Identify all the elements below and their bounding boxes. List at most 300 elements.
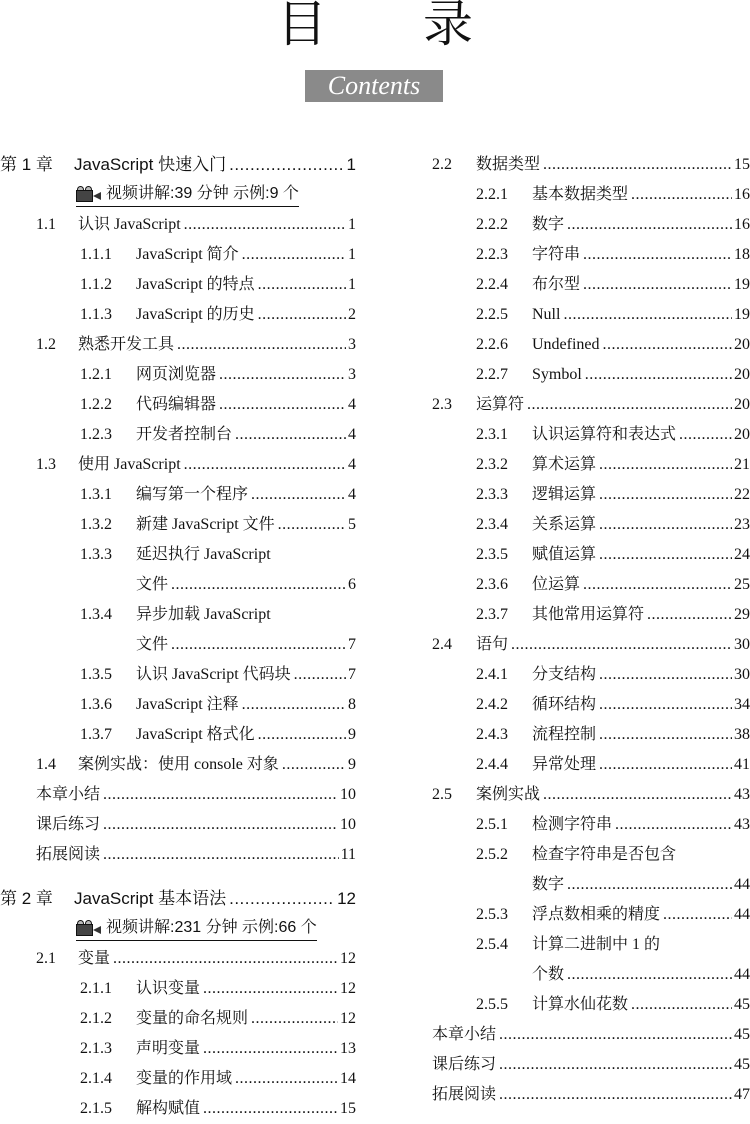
toc-entry-sub[interactable] — [432, 510, 750, 540]
toc-entry-title: 文件 — [136, 570, 169, 600]
toc-entry-sec[interactable] — [432, 630, 750, 660]
toc-entry-title: 计算二进制中 1 的 — [532, 930, 661, 960]
toc-entry-number: 第 2 章 — [0, 889, 53, 908]
toc-leader-dots — [567, 960, 732, 990]
toc-entry-sub[interactable] — [432, 990, 750, 1020]
toc-entry-leader — [532, 210, 750, 240]
toc-page-number: 23 — [734, 516, 750, 533]
toc-entry-sub[interactable] — [0, 974, 356, 1004]
toc-entry-leader — [136, 974, 356, 1004]
toc-leader-dots — [631, 990, 732, 1020]
toc-entry-number: 1.1 — [36, 216, 56, 233]
toc-entry-sub[interactable] — [432, 210, 750, 240]
toc-entry-sec[interactable] — [432, 150, 750, 180]
toc-entry-title: 异步加载 JavaScript — [136, 600, 272, 630]
toc-entry-title: JavaScript 格式化 — [136, 720, 256, 750]
video-camera-icon — [76, 186, 102, 203]
toc-entry-leader — [476, 780, 750, 810]
toc-entry-title: 代码编辑器 — [136, 390, 217, 420]
toc-leader-dots — [599, 510, 732, 540]
toc-entry-sub[interactable] — [432, 570, 750, 600]
toc-entry-number: 第 1 章 — [0, 155, 53, 174]
toc-page-number: 7 — [348, 636, 356, 653]
toc-entry-leader — [532, 420, 750, 450]
toc-entry-sub[interactable] — [432, 360, 750, 390]
toc-entry-misc[interactable] — [0, 840, 356, 870]
toc-leader-dots — [235, 1064, 338, 1094]
toc-entry-leader — [136, 300, 356, 330]
toc-entry-title: 变量 — [78, 944, 111, 974]
toc-entry-title: 认识 JavaScript — [78, 210, 182, 240]
toc-entry-subhead[interactable] — [0, 540, 356, 570]
toc-entry-title: 延迟执行 JavaScript — [136, 540, 272, 570]
toc-leader-dots — [679, 420, 732, 450]
toc-entry-leader — [136, 570, 356, 600]
toc-entry-title: 分支结构 — [532, 660, 597, 690]
toc-page-number: 45 — [734, 996, 750, 1013]
toc-entry-number: 2.2.1 — [476, 186, 508, 203]
toc-page-number: 21 — [734, 456, 750, 473]
toc-page-number: 20 — [734, 396, 750, 413]
toc-page-number: 44 — [734, 906, 750, 923]
toc-page-number: 44 — [734, 966, 750, 983]
toc-entry-number: 2.2.5 — [476, 306, 508, 323]
video-info-row — [0, 914, 356, 944]
toc-leader-dots — [599, 720, 732, 750]
toc-leader-dots — [103, 840, 339, 870]
toc-entry-sub[interactable] — [0, 510, 356, 540]
toc-entry-number: 2.4.1 — [476, 666, 508, 683]
toc-gap — [0, 870, 356, 884]
toc-page-number: 11 — [340, 846, 356, 863]
toc-entry-number: 2.5.4 — [476, 936, 508, 953]
toc-entry-title: 布尔型 — [532, 270, 581, 300]
toc-leader-dots — [278, 510, 346, 540]
toc-page-number: 4 — [348, 426, 356, 443]
toc-entry-sub[interactable] — [432, 270, 750, 300]
toc-page-number: 34 — [734, 696, 750, 713]
toc-entry-sub[interactable] — [432, 750, 750, 780]
toc-leader-dots — [585, 360, 732, 390]
toc-entry-title: 位运算 — [532, 570, 581, 600]
toc-left-column — [0, 150, 356, 1124]
toc-leader-dots — [615, 810, 732, 840]
toc-entry-chapter[interactable] — [0, 884, 356, 914]
toc-leader-dots — [229, 150, 344, 180]
toc-leader-dots — [647, 600, 732, 630]
toc-entry-number: 2.2.2 — [476, 216, 508, 233]
toc-leader-dots — [203, 1094, 338, 1124]
toc-entry-sub[interactable] — [0, 660, 356, 690]
toc-entry-leader — [532, 450, 750, 480]
toc-entry-leader — [532, 930, 750, 960]
toc-entry-title: 基本数据类型 — [532, 180, 629, 210]
toc-page-number: 15 — [340, 1100, 356, 1117]
toc-entry-title: 课后练习 — [36, 810, 101, 840]
toc-entry-title: Undefined — [532, 330, 601, 360]
toc-entry-sub[interactable] — [0, 690, 356, 720]
toc-leader-dots — [499, 1020, 732, 1050]
toc-entry-number: 1.3.1 — [80, 486, 112, 503]
video-info-text: 视频讲解:39 分钟 示例:9 个 — [106, 185, 299, 202]
toc-entry-leader — [532, 330, 750, 360]
toc-entry-title: 课后练习 — [432, 1050, 497, 1080]
toc-entry-sub[interactable] — [0, 720, 356, 750]
toc-entry-number: 2.1.5 — [80, 1100, 112, 1117]
toc-entry-leader — [78, 330, 356, 360]
toc-entry-number: 2.4 — [432, 636, 452, 653]
toc-page-number: 44 — [734, 876, 750, 893]
toc-entry-sub[interactable] — [432, 240, 750, 270]
toc-entry-number: 2.4.4 — [476, 756, 508, 773]
toc-entry-number: 2.4.2 — [476, 696, 508, 713]
toc-leader-dots — [242, 690, 346, 720]
toc-entry-title: JavaScript 简介 — [136, 240, 240, 270]
toc-entry-title: JavaScript 的特点 — [136, 270, 256, 300]
toc-leader-dots — [294, 660, 346, 690]
toc-page-number: 45 — [734, 1056, 750, 1073]
toc-entry-leader — [136, 480, 356, 510]
toc-page-number: 1 — [348, 216, 356, 233]
toc-entry-number: 1.1.1 — [80, 246, 112, 263]
video-camera-icon — [76, 920, 102, 937]
toc-leader-dots — [599, 660, 732, 690]
toc-page-number: 14 — [340, 1070, 356, 1087]
toc-page-number: 19 — [734, 306, 750, 323]
toc-leader-dots — [235, 420, 346, 450]
toc-entry-number: 2.1.3 — [80, 1040, 112, 1057]
toc-entry-number: 2.3.5 — [476, 546, 508, 563]
toc-entry-subhead[interactable] — [0, 600, 356, 630]
toc-entry-sub[interactable] — [0, 480, 356, 510]
toc-entry-leader — [532, 870, 750, 900]
toc-entry-title: 计算水仙花数 — [532, 990, 629, 1020]
toc-leader-dots — [177, 330, 346, 360]
toc-entry-sub[interactable] — [0, 270, 356, 300]
toc-entry-sub[interactable] — [0, 240, 356, 270]
toc-page-number: 3 — [348, 366, 356, 383]
toc-entry-number: 1.3.2 — [80, 516, 112, 533]
toc-entry-leader — [532, 540, 750, 570]
toc-entry-number: 2.2.3 — [476, 246, 508, 263]
toc-entry-sub[interactable] — [0, 1034, 356, 1064]
toc-entry-sec[interactable] — [0, 750, 356, 780]
toc-entry-leader — [78, 750, 356, 780]
page-title: 目 录 — [277, 0, 513, 53]
toc-page-number: 4 — [348, 486, 356, 503]
toc-entry-sub[interactable] — [432, 600, 750, 630]
toc-entry-title: 本章小结 — [432, 1020, 497, 1050]
toc-entry-leader — [74, 150, 356, 180]
toc-entry-title: 循环结构 — [532, 690, 597, 720]
toc-entry-misc[interactable] — [0, 780, 356, 810]
toc-page-number: 19 — [734, 276, 750, 293]
toc-entry-leader — [136, 1064, 356, 1094]
toc-entry-number: 2.5 — [432, 786, 452, 803]
toc-entry-sub[interactable] — [432, 330, 750, 360]
toc-entry-sub[interactable] — [0, 1094, 356, 1124]
toc-entry-sec[interactable] — [432, 780, 750, 810]
toc-entry-leader — [532, 990, 750, 1020]
toc-page-number: 6 — [348, 576, 356, 593]
toc-entry-sub[interactable] — [432, 540, 750, 570]
toc-page-number: 29 — [734, 606, 750, 623]
toc-leader-dots — [251, 1004, 338, 1034]
toc-page-number: 1 — [348, 246, 356, 263]
toc-entry-leader — [36, 810, 356, 840]
toc-entry-leader — [136, 720, 356, 750]
toc-entry-title: JavaScript 快速入门 — [74, 150, 227, 180]
toc-entry-leader — [136, 690, 356, 720]
toc-entry-sub[interactable] — [0, 1064, 356, 1094]
toc-entry-title: 变量的作用域 — [136, 1064, 233, 1094]
toc-entry-leader — [136, 420, 356, 450]
toc-entry-number: 1.1.2 — [80, 276, 112, 293]
toc-entry-title: 声明变量 — [136, 1034, 201, 1064]
toc-leader-dots — [229, 884, 335, 914]
toc-entry-leader — [136, 360, 356, 390]
toc-entry-sub[interactable] — [432, 900, 750, 930]
toc-entry-leader — [78, 210, 356, 240]
toc-leader-dots — [599, 480, 732, 510]
toc-entry-title: 认识运算符和表达式 — [532, 420, 677, 450]
toc-entry-title: 新建 JavaScript 文件 — [136, 510, 276, 540]
toc-entry-number: 2.3.2 — [476, 456, 508, 473]
toc-leader-dots — [258, 270, 346, 300]
toc-entry-sub[interactable] — [432, 480, 750, 510]
toc-entry-title: 本章小结 — [36, 780, 101, 810]
toc-entry-title: 算术运算 — [532, 450, 597, 480]
toc-entry-sub[interactable] — [432, 180, 750, 210]
toc-entry-leader — [136, 630, 356, 660]
toc-leader-dots — [184, 450, 346, 480]
toc-entry-number: 2.1.4 — [80, 1070, 112, 1087]
toc-entry-number: 2.5.3 — [476, 906, 508, 923]
toc-page-number: 16 — [734, 216, 750, 233]
toc-entry-cont[interactable] — [0, 630, 356, 660]
toc-page-number: 9 — [348, 756, 356, 773]
toc-entry-title: 网页浏览器 — [136, 360, 217, 390]
toc-entry-sub[interactable] — [432, 690, 750, 720]
toc-leader-dots — [219, 390, 346, 420]
toc-page-number: 25 — [734, 576, 750, 593]
toc-leader-dots — [599, 540, 732, 570]
toc-leader-dots — [499, 1080, 732, 1110]
toc-entry-number: 1.3.3 — [80, 546, 112, 563]
toc-entry-leader — [476, 150, 750, 180]
toc-entry-sec[interactable] — [0, 210, 356, 240]
toc-entry-leader — [432, 1050, 750, 1080]
toc-entry-sub[interactable] — [432, 300, 750, 330]
toc-entry-title: 其他常用运算符 — [532, 600, 645, 630]
toc-entry-number: 2.1.1 — [80, 980, 112, 997]
toc-entry-number: 2.1 — [36, 950, 56, 967]
toc-entry-number: 1.3.6 — [80, 696, 112, 713]
toc-leader-dots — [258, 300, 346, 330]
toc-entry-sub[interactable] — [0, 420, 356, 450]
toc-entry-number: 1.3.4 — [80, 606, 112, 623]
toc-entry-sec[interactable] — [0, 944, 356, 974]
toc-entry-number: 1.2.1 — [80, 366, 112, 383]
toc-entry-cont[interactable] — [0, 570, 356, 600]
toc-entry-title: 逻辑运算 — [532, 480, 597, 510]
toc-leader-dots — [631, 180, 732, 210]
toc-entry-title: 熟悉开发工具 — [78, 330, 175, 360]
toc-entry-number: 2.2.7 — [476, 366, 508, 383]
toc-page-number: 30 — [734, 636, 750, 653]
toc-leader-dots — [599, 690, 732, 720]
toc-entry-leader — [432, 1020, 750, 1050]
toc-leader-dots — [603, 330, 732, 360]
toc-entry-sub[interactable] — [432, 420, 750, 450]
toc-entry-sub[interactable] — [432, 810, 750, 840]
toc-entry-cont[interactable] — [432, 960, 750, 990]
toc-entry-sub[interactable] — [432, 450, 750, 480]
toc-entry-sec[interactable] — [0, 450, 356, 480]
toc-entry-leader — [532, 660, 750, 690]
toc-entry-title: JavaScript 注释 — [136, 690, 240, 720]
toc-entry-leader — [136, 510, 356, 540]
toc-entry-title: 认识变量 — [136, 974, 201, 1004]
video-info-text: 视频讲解:231 分钟 示例:66 个 — [106, 919, 317, 936]
toc-entry-leader — [532, 960, 750, 990]
toc-entry-chapter[interactable] — [0, 150, 356, 180]
toc-leader-dots — [583, 570, 732, 600]
toc-entry-number: 2.3.1 — [476, 426, 508, 443]
toc-entry-misc[interactable] — [432, 1080, 750, 1110]
toc-entry-title: 关系运算 — [532, 510, 597, 540]
toc-entry-title: 浮点数相乘的精度 — [532, 900, 661, 930]
toc-entry-misc[interactable] — [432, 1050, 750, 1080]
toc-entry-leader — [532, 750, 750, 780]
toc-entry-number: 2.3.3 — [476, 486, 508, 503]
toc-entry-title: 运算符 — [476, 390, 525, 420]
toc-leader-dots — [282, 750, 346, 780]
toc-entry-leader — [532, 570, 750, 600]
toc-entry-title: 认识 JavaScript 代码块 — [136, 660, 292, 690]
toc-entry-sec[interactable] — [432, 390, 750, 420]
toc-entry-title: Null — [532, 300, 561, 330]
toc-entry-title: 异常处理 — [532, 750, 597, 780]
toc-entry-sub[interactable] — [0, 390, 356, 420]
toc-entry-title: JavaScript 的历史 — [136, 300, 256, 330]
toc-leader-dots — [543, 780, 732, 810]
toc-entry-title: 变量的命名规则 — [136, 1004, 249, 1034]
toc-leader-dots — [171, 630, 346, 660]
toc-page-number: 16 — [734, 186, 750, 203]
toc-entry-leader — [476, 630, 750, 660]
toc-entry-title: 案例实战：使用 console 对象 — [78, 750, 280, 780]
toc-entry-subhead[interactable] — [432, 930, 750, 960]
toc-leader-dots — [499, 1050, 732, 1080]
toc-page-number: 1 — [346, 155, 356, 174]
toc-entry-leader — [532, 270, 750, 300]
toc-page-number: 4 — [348, 396, 356, 413]
toc-entry-sub[interactable] — [432, 660, 750, 690]
toc-entry-leader — [532, 810, 750, 840]
toc-entry-sub[interactable] — [0, 300, 356, 330]
toc-entry-title: 编写第一个程序 — [136, 480, 249, 510]
toc-page-number: 24 — [734, 546, 750, 563]
toc-entry-subhead[interactable] — [432, 840, 750, 870]
toc-entry-number: 2.5.2 — [476, 846, 508, 863]
toc-leader-dots — [599, 750, 732, 780]
toc-entry-title: JavaScript 基本语法 — [74, 884, 227, 914]
toc-page-number: 9 — [348, 726, 356, 743]
toc-entry-cont[interactable] — [432, 870, 750, 900]
toc-leader-dots — [203, 974, 338, 1004]
toc-leader-dots — [511, 630, 732, 660]
toc-entry-number: 2.2.4 — [476, 276, 508, 293]
toc-entry-title: 字符串 — [532, 240, 581, 270]
toc-entry-leader — [532, 600, 750, 630]
toc-leader-dots — [543, 150, 732, 180]
toc-entry-leader — [432, 1080, 750, 1110]
toc-entry-number: 1.3.5 — [80, 666, 112, 683]
contents-banner: Contents — [305, 70, 443, 102]
toc-entry-misc[interactable] — [432, 1020, 750, 1050]
toc-entry-number: 2.2 — [432, 156, 452, 173]
toc-leader-dots — [258, 720, 346, 750]
toc-entry-title: 数字 — [532, 870, 565, 900]
toc-entry-number: 2.3 — [432, 396, 452, 413]
toc-entry-sub[interactable] — [0, 1004, 356, 1034]
toc-page-number: 20 — [734, 366, 750, 383]
toc-entry-leader — [136, 1004, 356, 1034]
toc-entry-leader — [78, 944, 356, 974]
toc-entry-leader — [136, 270, 356, 300]
toc-entry-leader — [532, 510, 750, 540]
toc-entry-leader — [74, 884, 356, 914]
toc-entry-title: 开发者控制台 — [136, 420, 233, 450]
toc-leader-dots — [599, 450, 732, 480]
toc-entry-title: 解构赋值 — [136, 1094, 201, 1124]
toc-leader-dots — [242, 240, 346, 270]
toc-leader-dots — [583, 270, 732, 300]
toc-entry-number: 2.3.7 — [476, 606, 508, 623]
toc-leader-dots — [103, 810, 338, 840]
toc-entry-leader — [36, 780, 356, 810]
toc-entry-number: 2.3.6 — [476, 576, 508, 593]
toc-leader-dots — [527, 390, 732, 420]
toc-entry-leader — [136, 540, 356, 570]
video-info — [76, 182, 299, 207]
toc-entry-sec[interactable] — [0, 330, 356, 360]
toc-entry-leader — [532, 300, 750, 330]
toc-page-number: 20 — [734, 336, 750, 353]
toc-entry-number: 2.4.3 — [476, 726, 508, 743]
video-info-row — [0, 180, 356, 210]
toc-leader-dots — [113, 944, 338, 974]
toc-entry-leader — [532, 900, 750, 930]
toc-page-number: 41 — [734, 756, 750, 773]
toc-entry-sub[interactable] — [0, 360, 356, 390]
toc-entry-number: 2.3.4 — [476, 516, 508, 533]
toc-entry-misc[interactable] — [0, 810, 356, 840]
toc-entry-title: 检测字符串 — [532, 810, 613, 840]
toc-entry-leader — [532, 180, 750, 210]
toc-entry-sub[interactable] — [432, 720, 750, 750]
toc-page-number: 4 — [348, 456, 356, 473]
toc-page-number: 12 — [337, 889, 356, 908]
toc-entry-title: 检查字符串是否包含 — [532, 840, 677, 870]
toc-entry-leader — [136, 390, 356, 420]
toc-page-number: 43 — [734, 816, 750, 833]
toc-entry-title: 个数 — [532, 960, 565, 990]
toc-leader-dots — [567, 870, 732, 900]
toc-leader-dots — [563, 300, 732, 330]
toc-leader-dots — [219, 360, 346, 390]
